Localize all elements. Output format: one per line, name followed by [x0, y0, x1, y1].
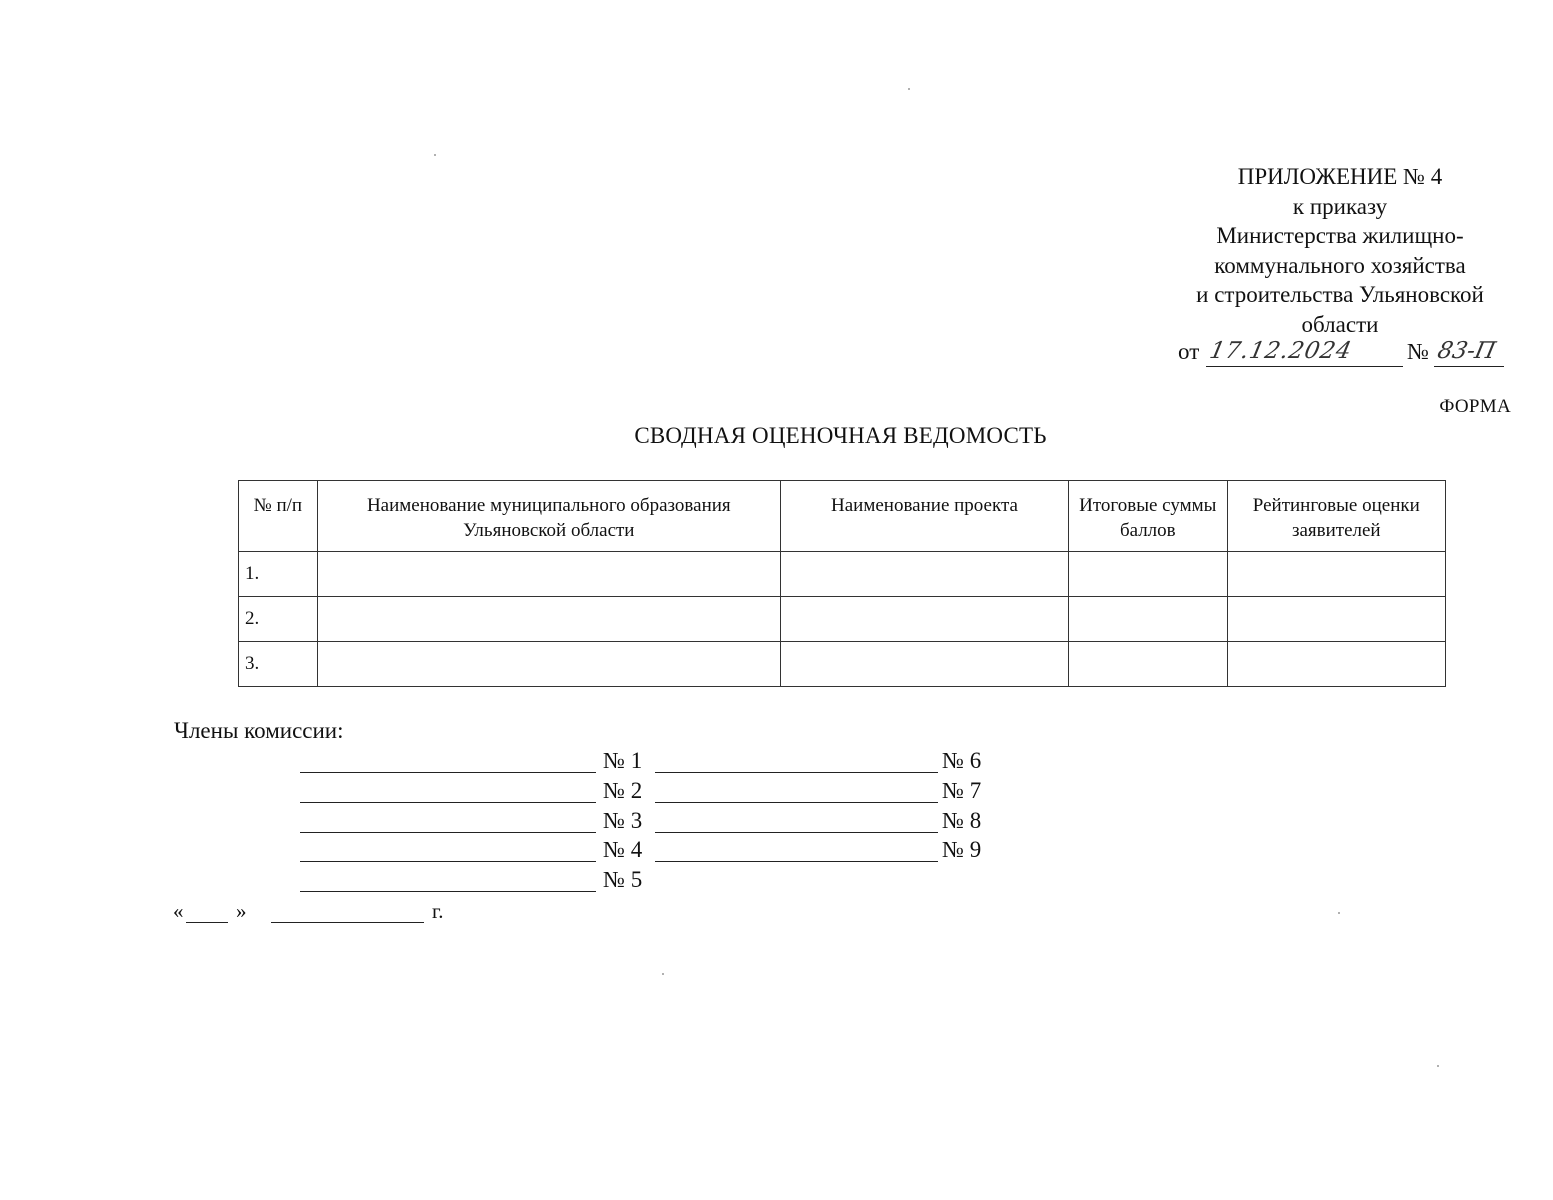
signature-line [300, 808, 596, 833]
table-cell-number: 3. [239, 642, 318, 687]
appendix-title: ПРИЛОЖЕНИЕ № 4 [1237, 164, 1443, 189]
column-header-municipality: Наименование муниципального образования Ульяновской области [317, 481, 780, 552]
table-row [239, 552, 1446, 597]
appendix-line-2: к приказу [1292, 193, 1388, 219]
signature-line [655, 837, 938, 862]
date-month-field [271, 899, 424, 923]
scan-speck [434, 154, 436, 156]
form-label: ФОРМА [1439, 396, 1511, 417]
appendix-line-3: Министерства жилищно- [1216, 223, 1464, 248]
signature-line [300, 867, 596, 892]
member-number: № 5 [603, 867, 643, 892]
table-cell-number: 2. [239, 597, 318, 642]
table-cell-municipality [317, 552, 780, 597]
signature-line [300, 748, 596, 773]
signature-line [300, 778, 596, 803]
signing-date-line [173, 899, 473, 929]
scan-speck [1338, 912, 1340, 914]
table-row [239, 597, 1446, 642]
column-header-rating: Рейтинговые оценки заявителей [1227, 481, 1445, 552]
order-reference [1178, 339, 1518, 371]
member-number: № 8 [942, 808, 982, 833]
table-cell-project [780, 597, 1068, 642]
summary-table [238, 480, 1446, 687]
table-cell-total-score [1069, 552, 1228, 597]
scan-speck [1437, 1065, 1439, 1067]
table-header-row [239, 481, 1446, 552]
order-date-label: от [1178, 339, 1200, 364]
column-header-number: № п/п [239, 481, 318, 552]
column-header-project: Наименование проекта [780, 481, 1068, 552]
table-row [239, 642, 1446, 687]
signature-line [655, 748, 938, 773]
table-cell-total-score [1069, 597, 1228, 642]
date-day-field [186, 899, 228, 923]
table-cell-municipality [317, 597, 780, 642]
table-cell-total-score [1069, 642, 1228, 687]
member-number: № 7 [942, 778, 982, 803]
order-date-handwritten: 17.12.2024 [1207, 338, 1355, 364]
table-cell-number: 1. [239, 552, 318, 597]
signature-row [300, 867, 700, 896]
member-number: № 6 [942, 748, 982, 773]
column-header-total-score: Итоговые суммы баллов [1069, 481, 1228, 552]
order-number-handwritten: 83-П [1435, 338, 1498, 364]
signature-row [300, 808, 1000, 837]
member-number: № 2 [603, 778, 643, 803]
table-cell-project [780, 552, 1068, 597]
member-number: № 1 [603, 748, 643, 773]
date-year-suffix: г. [432, 899, 444, 923]
document-title [0, 423, 1553, 449]
member-number: № 9 [942, 837, 982, 862]
date-close-quote: » [236, 899, 247, 923]
signature-line [655, 778, 938, 803]
commission-members-label: Члены комиссии: [174, 718, 344, 743]
order-date-field [1206, 339, 1403, 367]
appendix-line-4: коммунального хозяйства [1214, 252, 1466, 278]
appendix-line-5: и строительства Ульяновской [1196, 282, 1484, 307]
appendix-header [1165, 162, 1515, 339]
date-open-quote: « [173, 899, 184, 923]
signature-line [655, 808, 938, 833]
table-cell-rating [1227, 642, 1445, 687]
signature-row [300, 778, 1000, 807]
order-number-label: № [1407, 339, 1429, 364]
appendix-line-6: области [1301, 311, 1379, 337]
table-cell-rating [1227, 552, 1445, 597]
table-cell-municipality [317, 642, 780, 687]
member-number: № 3 [603, 808, 643, 833]
signature-row [300, 837, 1000, 866]
signature-line [300, 837, 596, 862]
scan-speck [662, 973, 664, 975]
signature-row [300, 748, 1000, 777]
order-number-field [1434, 339, 1504, 367]
table-cell-rating [1227, 597, 1445, 642]
scan-speck [908, 88, 910, 90]
member-number: № 4 [603, 837, 643, 862]
document-title-text: СВОДНАЯ ОЦЕНОЧНАЯ ВЕДОМОСТЬ [634, 423, 1047, 448]
table-cell-project [780, 642, 1068, 687]
